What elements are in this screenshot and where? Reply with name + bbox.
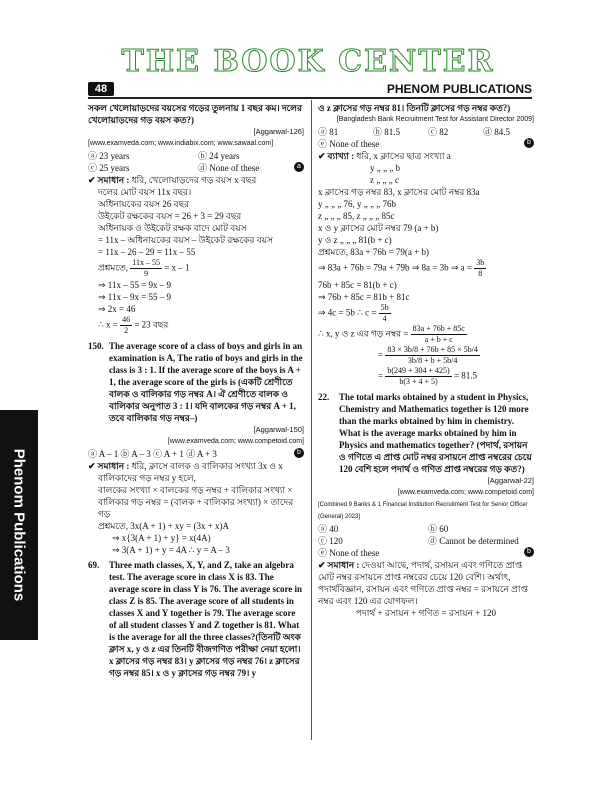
solution-line: = 11x – অধিনায়কের বয়স – উইকেট রক্ষকের বয়স — [98, 235, 273, 245]
option[interactable]: ⓑ 24 years — [198, 151, 240, 161]
answer-badge: b — [524, 138, 534, 148]
explain-line: y „ „ „ b — [370, 163, 400, 173]
question-text: ও z ক্লাসের গড় নম্বর 81। তিনটি ক্লাসের গড় নম্বর কত?) — [318, 103, 511, 113]
lhs: ∴ x, y ও z এর গড় নম্বর = — [318, 328, 409, 339]
solution-line: ⇒ x{3(A + 1) + y} = x(4A) — [112, 533, 211, 543]
question-text: The average score of a class of boys and girls in an examination is A, The ratio of boys and girls in the class is 3 : 1. If the average score of the boys is A + 1, the average score of the girls is (একটি শ্রেণীতে বালক ও বালিকার গড় নম্বর A। ঐ শ্রেণীতে বালক ও বালিকার অনুপাত 3 : 1। যদি বালকের গড় নম্বর A + 1, তবে বালিকার গড় নম্বর–) — [109, 341, 303, 423]
explain-line: ⇒ 76b + 85c = 81b + 81c — [318, 292, 410, 302]
option[interactable]: ⓐ 81 — [318, 127, 339, 137]
denominator: 4 — [382, 314, 387, 323]
solution-line: ধরি, খেলোয়াড়দের গড় বয়স x বছর — [131, 175, 257, 185]
option[interactable]: ⓓ 84.5 — [483, 127, 511, 137]
numerator: 3b — [476, 258, 485, 267]
label: প্রশ্নমতে, — [98, 262, 128, 273]
option[interactable]: ⓓ None of these — [198, 163, 260, 173]
web-ref: [www.examveda.com; www.competoid.com] — [167, 438, 304, 445]
solution-line: ধরি, ক্লাসে বালক ও বালিকার সংখ্যা 3x ও x — [131, 461, 283, 471]
option[interactable]: ⓒ 25 years — [88, 163, 130, 173]
page-number: 48 — [88, 82, 114, 96]
option[interactable]: ⓑ 81.5 — [373, 127, 401, 137]
question-number: 22. — [318, 392, 330, 402]
explain-line: z „ „ „ 85, z „ „ „ 85c — [318, 211, 395, 221]
solution-line: বালিকাদের গড় নম্বর y হলে, — [98, 473, 196, 483]
check-icon: ✔ — [88, 175, 96, 185]
question-text: The total marks obtained by a student in Physics, Chemistry and Mathematics together is 120 more than the marks obtained by him in chemistry. What is the average marks obtained by him in Physics and mathematics together? (পদার্থ, রসায়ন ও গণিতে এ প্রাপ্ত মোট নম্বর রসায়নে প্রাপ্ত নম্বরের চেয়ে 120 বেশি হলে পদার্থ ও গণিত প্রাপ্ত নম্বরের গড় কত?) — [339, 392, 532, 474]
rhs: = 81.5 — [453, 370, 478, 381]
question-number: 69. — [88, 560, 100, 570]
fraction-line — [88, 258, 304, 279]
question-number: 150. — [88, 341, 104, 351]
denominator: a + b + c — [424, 335, 453, 344]
solution-line: প্রশ্নমতে, 3x(A + 1) + xy = (3x + x)A — [98, 521, 230, 531]
explain-title: ব্যাখ্যা : — [327, 151, 355, 161]
option[interactable]: ⓑ 60 — [428, 524, 449, 534]
column-divider — [311, 100, 312, 740]
option[interactable]: ⓔ None of these — [318, 139, 380, 149]
option[interactable]: ⓐ 40 — [318, 524, 339, 534]
solution-line: পদার্থ + রসায়ন + গণিত = রসায়ন + 120 — [355, 608, 497, 618]
source-ref: [Aggarwal-22] — [487, 476, 534, 485]
source-ref: [Aggarwal-126] — [253, 127, 304, 136]
denominator: 8 — [478, 269, 483, 278]
option[interactable]: ⓒ 82 — [428, 127, 449, 137]
solution-text: দেওয়া আছে, পদার্থ, রসায়ন এবং গণিতে প্রাপ্ত মোট নম্বর রসায়নে প্রাপ্ত নম্বরের চেয়ে 120 বেশি। অর্থাৎ, পদার্থবিজ্ঞান, রসায়ন এবং গণিতে প্রাপ্ত নম্বর = রসায়নে প্রাপ্ত নম্বর এবং 120 এর যোগফল। — [318, 560, 528, 606]
label: ∴ x = — [98, 319, 118, 330]
explain-line: z „ „ „ c — [370, 175, 399, 185]
source-ref: [Bangladesh Bank Recruitment Test for Assistant Director 2009] — [336, 116, 534, 123]
book-center-banner: THE BOOK CENTER — [121, 44, 495, 79]
explain-line: y „ „ „ 76, y „ „ „ 76b — [318, 199, 396, 209]
numerator: 83a + 76b + 85c — [412, 324, 465, 333]
numerator: 83 × 3b/8 + 76b + 85 × 5b/4 — [387, 345, 478, 354]
check-icon: ✔ — [318, 151, 326, 161]
option[interactable]: ⓒ 120 — [318, 536, 343, 546]
question-150 — [88, 340, 304, 424]
numerator: 11x – 55 — [132, 258, 160, 267]
solution-line: অধিনায়কের বয়স 26 বছর — [98, 199, 189, 209]
solution-line: উইকেট রক্ষকের বয়স = 26 + 3 = 29 বছর — [98, 211, 242, 221]
solution-line: দলের মোট বয়স 11x বছর। — [98, 187, 192, 197]
lhs: ⇒ 83a + 76b = 79a + 79b ⇒ 8a = 3b ⇒ a = — [318, 262, 472, 273]
option[interactable]: ⓓ Cannot be determined — [428, 536, 519, 546]
solution-line: বালকের সংখ্যা × বালকের গড় নম্বর + বালিকার সংখ্যা × বালিকার গড় নম্বর = (বালক + বালিকার সংখ্যা) × তাদের গড় — [98, 485, 294, 519]
solution-title: সমাধান : — [97, 175, 130, 185]
numerator: 5b — [380, 303, 389, 312]
source-ref: [Aggarwal-150] — [253, 425, 304, 434]
side-tab-label: Phenom Publications — [10, 448, 28, 602]
numerator: b(249 + 304 + 425) — [387, 366, 450, 375]
explain-line: ধরি, x ক্লাসের ছাত্র সংখ্যা a — [356, 151, 451, 161]
explain-line: 76b + 85c = 81(b + c) — [318, 280, 397, 290]
question-text: Three math classes, X, Y, and Z, take an algebra test. The average score in class X is 83. The average score in class Y is 76. The average score in class Z is 85. The average score of all students in classes X and Y together is 79. The average score of all student classes Y and Z together is 81. What is the average for all the three classes?(তিনটি অংক ক্লাস x, y ও z এর তিনটি বীজগণিত পরীক্ষা নেয়া হলো। x ক্লাসের গড় নম্বর 83। y ক্লাসের গড় নম্বর 76। z ক্লাসের গড় নম্বর 85। x ও y ক্লাসের গড় নম্বর 79। y — [109, 560, 303, 678]
solution-title: সমাধান : — [327, 560, 360, 570]
solution-line: ⇒ 3(A + 1) + y = 4A ∴ y = A – 3 — [112, 545, 230, 555]
lhs: ⇒ 4c = 5b ∴ c = — [318, 307, 377, 318]
publisher-name: PHENOM PUBLICATIONS — [386, 82, 532, 96]
fraction — [474, 258, 486, 279]
average-line: = $\frac{83 \times 3b/8 + 76b + 85 \times 5b/4}{3b/8 + b + 5b/4}$ — [378, 345, 478, 365]
explain-line: প্রশ্নমতে, 83a + 76b = 79(a + b) — [318, 247, 429, 257]
solution-line: ⇒ 11x – 9x = 55 – 9 — [98, 292, 172, 302]
answer-badge: a — [294, 162, 304, 172]
fraction — [385, 345, 480, 366]
solution-title: সমাধান : — [97, 461, 130, 471]
left-column — [88, 102, 304, 679]
numerator: 46 — [122, 315, 131, 324]
right-column — [318, 102, 534, 619]
options — [318, 126, 534, 138]
recruit-ref: [Combined 9 Banks & 1 Financial Institution Recruitment Test for Senior Officer (General) 2023] — [318, 502, 528, 520]
option[interactable]: ⓐ 23 years — [88, 151, 130, 161]
options — [88, 150, 304, 174]
answer-badge: b — [524, 547, 534, 557]
denominator: b(3 + 4 + 5) — [399, 377, 438, 386]
web-ref: [www.examveda.com; www.competoid.com] — [397, 489, 534, 496]
side-tab — [0, 410, 38, 640]
denominator: 3b/8 + b + 5b/4 — [407, 356, 458, 365]
solution-line: ⇒ 2x = 46 — [98, 304, 136, 314]
option[interactable]: ⓔ None of these — [318, 548, 380, 558]
options — [318, 523, 534, 547]
fraction — [385, 366, 451, 387]
equation-line — [318, 303, 534, 324]
check-icon: ✔ — [318, 560, 326, 570]
fraction — [411, 324, 467, 345]
average-line: = $\frac{b(249 + 304 + 425)}{b(3 + 4 + 5)}$ = 81.5 — [378, 366, 478, 386]
fraction — [120, 315, 132, 336]
question-22 — [318, 391, 534, 475]
solution-line: অধিনায়ক ও উইকেট রক্ষক বাদে মোট বয়স — [98, 223, 247, 233]
header-rule — [88, 97, 532, 99]
fraction — [379, 303, 391, 324]
fraction-line — [88, 315, 304, 336]
explain-line: y ও z „ „ „ 81(b + c) — [318, 235, 392, 245]
question-69 — [88, 559, 304, 679]
question-text: সকল খেলোয়াড়দের বয়সের গড়ের তুলনায় 1 বছর কম। দলের খেলোয়াড়দের গড় বয়স কত?) — [88, 103, 302, 125]
average-line — [318, 324, 534, 345]
answer-badge: b — [294, 448, 304, 458]
web-ref: [www.examveda.com; www.indiabix.com; www.sawaal.com] — [88, 140, 274, 147]
rhs: = x – 1 — [164, 262, 190, 273]
check-icon: ✔ — [88, 461, 96, 471]
denominator: 9 — [144, 269, 149, 278]
solution-line: = 11x – 26 – 29 = 11x – 55 — [98, 247, 196, 257]
explain-line: x ও y ক্লাসের মোট নম্বর 79 (a + b) — [318, 223, 439, 233]
fraction — [130, 258, 162, 279]
options[interactable]: ⓐ A – 1 ⓑ A – 3 ⓒ A + 1 ⓓ A + 3 — [88, 449, 217, 459]
denominator: 2 — [124, 326, 129, 335]
solution-line: ⇒ 11x – 55 = 9x – 9 — [98, 280, 172, 290]
explain-line: x ক্লাসের গড় নম্বর 83, x ক্লাসের মোট নম্বর 83a — [318, 187, 480, 197]
rhs: = 23 বছর — [134, 319, 169, 330]
equation-line — [318, 258, 534, 279]
